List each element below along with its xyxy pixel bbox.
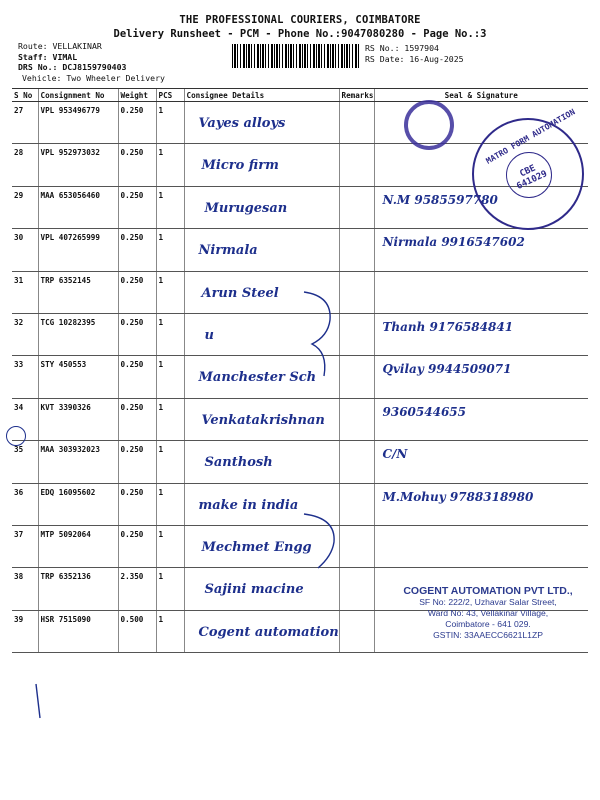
table-row xyxy=(12,441,588,483)
cell-weight: 0.250 xyxy=(118,441,156,483)
cell-consignment: STY 450553 xyxy=(38,356,118,398)
rs-no-text: RS No.: 1597904 xyxy=(365,43,439,53)
cell-pcs: 1 xyxy=(156,525,184,567)
cell-weight: 0.250 xyxy=(118,313,156,355)
cell-consignment: KVT 3390326 xyxy=(38,398,118,440)
cell-weight: 0.250 xyxy=(118,398,156,440)
cell-remarks xyxy=(339,398,374,440)
cell-remarks xyxy=(339,144,374,186)
cell-pcs: 1 xyxy=(156,102,184,144)
cell-remarks xyxy=(339,568,374,610)
cell-sno: 36 xyxy=(12,483,38,525)
rs-date-text: RS Date: 16-Aug-2025 xyxy=(365,53,464,64)
consignee-handwriting: Micro firm xyxy=(201,158,279,174)
consignee-handwriting: Manchester Sch xyxy=(198,370,317,386)
company-seal-right xyxy=(472,107,584,230)
cell-weight: 0.500 xyxy=(118,610,156,652)
consignee-handwriting: Venkatakrishnan xyxy=(201,412,325,428)
cell-sno: 28 xyxy=(12,144,38,186)
cell-weight: 0.250 xyxy=(118,271,156,313)
cell-weight: 0.250 xyxy=(118,186,156,228)
brace-mark xyxy=(298,286,342,386)
cell-pcs: 1 xyxy=(156,441,184,483)
cell-consignment: TRP 6352145 xyxy=(38,271,118,313)
cell-pcs: 1 xyxy=(156,186,184,228)
circle-mark xyxy=(6,426,26,446)
cell-consignment: TCG 10282395 xyxy=(38,313,118,355)
cell-signature xyxy=(374,525,588,567)
cell-weight: 0.250 xyxy=(118,144,156,186)
runsheet-title: THE PROFESSIONAL COURIERS, COIMBATORE xyxy=(179,14,421,26)
signature-handwriting: Qvilay 9944509071 xyxy=(382,362,512,377)
runsheet-subtitle: Delivery Runsheet - PCM - Phone No.:9047080280 - Page No.:3 xyxy=(113,28,487,40)
cell-remarks xyxy=(339,271,374,313)
cell-consignment: MAA 653056460 xyxy=(38,186,118,228)
cell-consignment: HSR 7515090 xyxy=(38,610,118,652)
table-header-row xyxy=(12,89,588,102)
cell-remarks xyxy=(339,441,374,483)
cell-sno: 27 xyxy=(12,102,38,144)
signature-handwriting: Thanh 9176584841 xyxy=(382,319,514,334)
company-stamp xyxy=(378,586,598,641)
company-gstin: GSTIN: 33AAECC6621L1ZP xyxy=(433,630,543,640)
signature-handwriting: N.M 9585597780 xyxy=(382,192,498,207)
company-address-2: Ward No: 43, Vellakinar Village, xyxy=(427,608,549,618)
table-row xyxy=(12,398,588,440)
consignee-handwriting: make in india xyxy=(198,497,299,513)
cell-sno: 35 xyxy=(12,441,38,483)
cell-consignee xyxy=(184,610,339,652)
brace-mark-lower xyxy=(300,508,344,578)
signature-handwriting: M.Mohuy 9788318980 xyxy=(382,489,534,504)
cell-pcs: 1 xyxy=(156,568,184,610)
consignee-handwriting: Arun Steel xyxy=(201,285,279,301)
cell-weight: 2.350 xyxy=(118,568,156,610)
seal-center-text: CBE 641029 xyxy=(515,163,549,192)
cell-signature xyxy=(374,398,588,440)
cell-consignment: VPL 952973032 xyxy=(38,144,118,186)
cell-sno: 39 xyxy=(12,610,38,652)
cell-consignment: EDQ 16095602 xyxy=(38,483,118,525)
consignee-handwriting: Santhosh xyxy=(204,455,273,471)
cell-weight: 0.250 xyxy=(118,525,156,567)
consignee-handwriting: Sajini macine xyxy=(204,582,304,598)
cell-consignment: VPL 407265999 xyxy=(38,229,118,271)
cell-weight: 0.250 xyxy=(118,356,156,398)
cell-consignment: TRP 6352136 xyxy=(38,568,118,610)
cell-consignee xyxy=(184,186,339,228)
cell-consignee xyxy=(184,144,339,186)
cell-remarks xyxy=(339,313,374,355)
consignee-handwriting: Murugesan xyxy=(204,200,288,216)
cell-signature xyxy=(374,483,588,525)
cell-signature xyxy=(374,313,588,355)
cell-remarks xyxy=(339,525,374,567)
cell-sno: 32 xyxy=(12,313,38,355)
cell-remarks xyxy=(339,483,374,525)
cell-signature xyxy=(374,271,588,313)
company-address-1: SF No: 222/2, Uzhavar Salar Street, xyxy=(419,597,557,607)
company-address-3: Coimbatore - 641 029. xyxy=(445,619,531,629)
consignee-handwriting: Vayes alloys xyxy=(198,116,286,131)
signature-handwriting: 9360544655 xyxy=(382,404,466,419)
cell-sno: 29 xyxy=(12,186,38,228)
cell-weight: 0.250 xyxy=(118,229,156,271)
signature-handwriting: C/N xyxy=(382,447,408,462)
cell-sno: 37 xyxy=(12,525,38,567)
col-pcs: PCS xyxy=(156,89,184,102)
cell-weight: 0.250 xyxy=(118,102,156,144)
cell-sno: 31 xyxy=(12,271,38,313)
cell-consignee xyxy=(184,229,339,271)
col-consignment: Consignment No xyxy=(38,89,118,102)
company-seal-left xyxy=(404,100,454,150)
cell-pcs: 1 xyxy=(156,483,184,525)
col-remarks: Remarks xyxy=(339,89,374,102)
cell-consignment: MAA 303932023 xyxy=(38,441,118,483)
cell-pcs: 1 xyxy=(156,271,184,313)
staff-line: Staff: VIMAL xyxy=(18,51,78,62)
cell-pcs: 1 xyxy=(156,313,184,355)
route-text: Route: VELLAKINAR xyxy=(18,41,102,51)
drs-line: DRS No.: DCJ8159790403 xyxy=(18,62,127,72)
vehicle-text: Vehicle: Two Wheeler Delivery xyxy=(22,72,165,83)
cell-pcs: 1 xyxy=(156,356,184,398)
cell-weight: 0.250 xyxy=(118,483,156,525)
table-row xyxy=(12,229,588,271)
meta-right xyxy=(365,43,464,64)
consignee-handwriting: Cogent automation xyxy=(198,624,339,640)
cell-pcs: 1 xyxy=(156,229,184,271)
seal-ring-text: MATRO FORM AUTOMATION xyxy=(484,107,577,166)
meta-left xyxy=(18,41,165,83)
col-weight: Weight xyxy=(118,89,156,102)
cell-sno: 38 xyxy=(12,568,38,610)
signature-handwriting: Nirmala 9916547602 xyxy=(382,235,525,250)
cell-signature xyxy=(374,356,588,398)
pen-stroke xyxy=(34,682,44,722)
company-name: COGENT AUTOMATION PVT LTD., xyxy=(403,585,573,597)
consignee-handwriting: Nirmala xyxy=(198,243,258,259)
cell-consignee xyxy=(184,441,339,483)
col-seal: Seal & Signature xyxy=(374,89,588,102)
barcode-image xyxy=(232,44,360,68)
cell-signature xyxy=(374,229,588,271)
cell-consignee xyxy=(184,102,339,144)
col-consignee: Consignee Details xyxy=(184,89,339,102)
cell-pcs: 1 xyxy=(156,610,184,652)
cell-remarks xyxy=(339,102,374,144)
cell-pcs: 1 xyxy=(156,398,184,440)
col-sno: S No xyxy=(12,89,38,102)
cell-remarks xyxy=(339,610,374,652)
cell-consignee xyxy=(184,398,339,440)
cell-sno: 34 xyxy=(12,398,38,440)
cell-sno: 33 xyxy=(12,356,38,398)
cell-consignment: MTP 5092064 xyxy=(38,525,118,567)
cell-remarks xyxy=(339,186,374,228)
consignee-handwriting: u xyxy=(204,327,214,343)
cell-remarks xyxy=(339,356,374,398)
cell-signature xyxy=(374,441,588,483)
cell-remarks xyxy=(339,229,374,271)
consignee-handwriting: Mechmet Engg xyxy=(201,539,312,555)
cell-sno: 30 xyxy=(12,229,38,271)
cell-pcs: 1 xyxy=(156,144,184,186)
cell-consignment: VPL 953496779 xyxy=(38,102,118,144)
